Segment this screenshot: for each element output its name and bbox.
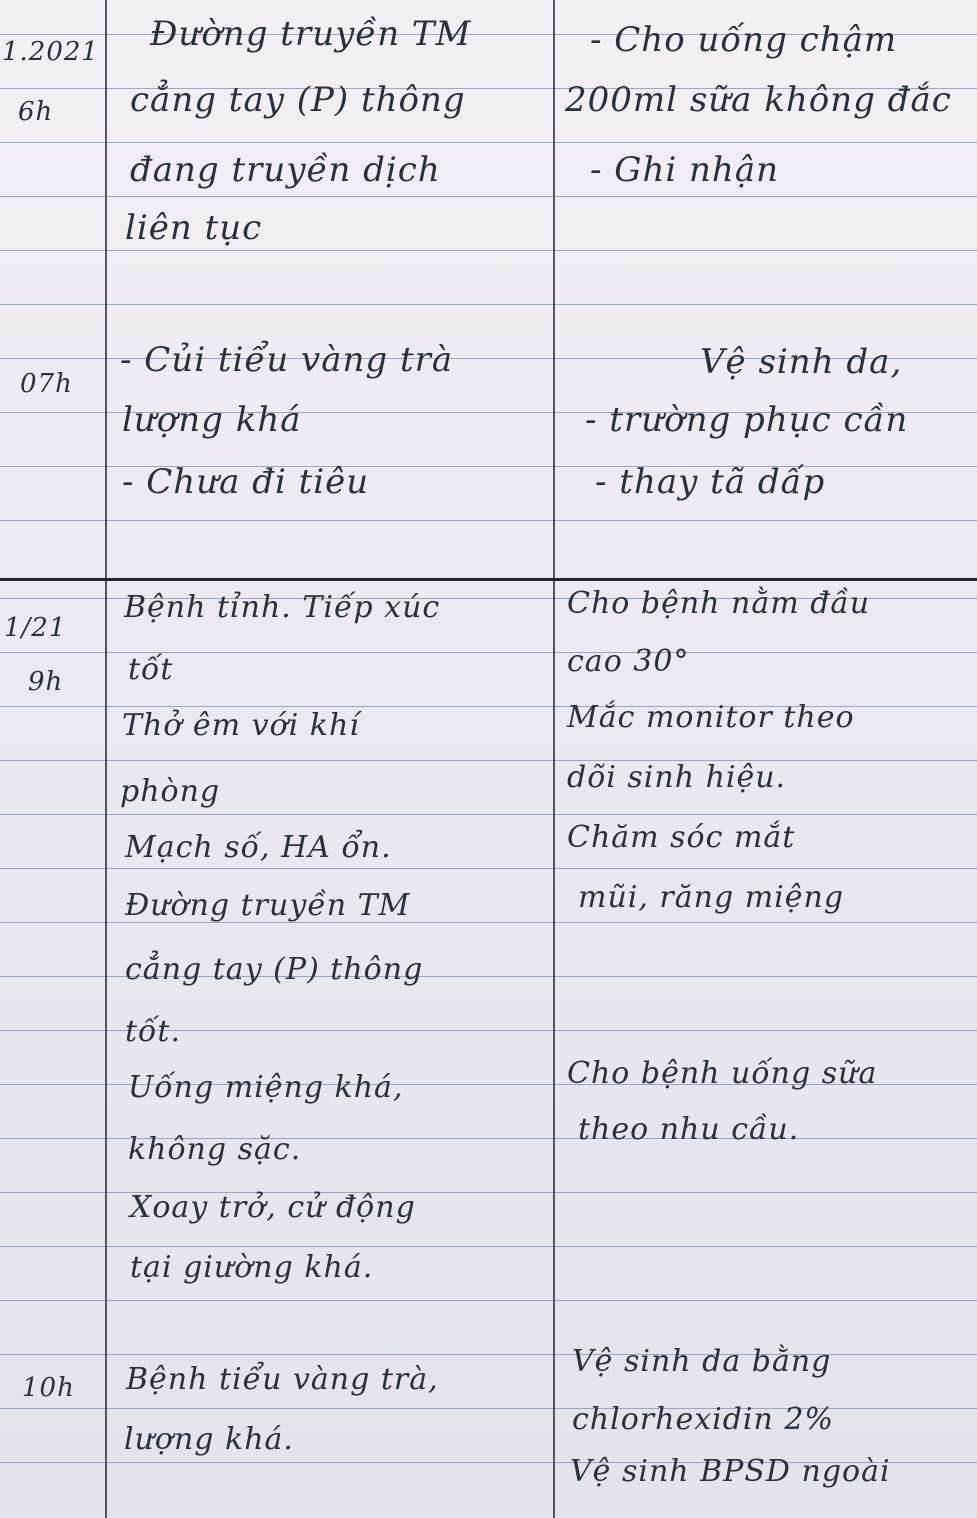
observation-line: không sặc.: [128, 1132, 302, 1167]
ruled-line: [0, 814, 977, 815]
observation-line: Bệnh tiểu vàng trà,: [126, 1362, 439, 1397]
ruled-line: [0, 304, 977, 305]
action-line: - trường phục cần: [585, 400, 909, 440]
ruled-line: [0, 1300, 977, 1301]
ruled-line: [0, 250, 977, 251]
observation-line: phòng: [120, 774, 221, 809]
observation-line: - Củi tiểu vàng trà: [120, 340, 454, 380]
entry-time: 07h: [20, 369, 73, 399]
action-line: theo nhu cầu.: [578, 1112, 800, 1147]
action-line: mũi, răng miệng: [578, 880, 845, 915]
action-line: cao 30°: [567, 644, 690, 679]
entry-time: 1.2021: [2, 37, 99, 67]
observation-line: Uống miệng khá,: [128, 1070, 404, 1105]
column-divider-action: [553, 0, 555, 1518]
action-line: Vệ sinh da bằng: [572, 1344, 832, 1379]
observation-line: cẳng tay (P) thông: [130, 80, 466, 120]
entry-time: 1/21: [4, 613, 67, 643]
observation-line: cẳng tay (P) thông: [125, 952, 424, 987]
observation-line: lượng khá: [122, 400, 302, 440]
ruled-line: [0, 196, 977, 197]
entry-time: 9h: [28, 667, 64, 697]
observation-line: tốt.: [125, 1014, 182, 1049]
ruled-line: [0, 520, 977, 521]
observation-line: tốt: [128, 652, 174, 687]
observation-line: Xoay trở, cử động: [130, 1190, 416, 1225]
observation-line: Bệnh tỉnh. Tiếp xúc: [124, 590, 441, 625]
action-line: Vệ sinh BPSD ngoài: [570, 1454, 891, 1489]
action-line: Cho bệnh uống sữa: [567, 1056, 878, 1091]
action-line: - thay tã dấp: [595, 462, 826, 502]
ruled-line: [0, 760, 977, 761]
observation-line: Đường truyền TM: [150, 14, 472, 54]
observation-line: Thở êm với khí: [122, 708, 360, 743]
action-line: chlorhexidin 2%: [572, 1402, 834, 1437]
action-line: Mắc monitor theo: [567, 700, 855, 735]
action-line: Chăm sóc mắt: [567, 820, 796, 855]
observation-line: - Chưa đi tiêu: [122, 462, 370, 502]
entry-time: 10h: [22, 1373, 75, 1403]
observation-line: đang truyền dịch: [130, 150, 441, 190]
observation-line: Đường truyền TM: [125, 888, 411, 923]
action-line: 200ml sữa không đắc: [565, 80, 952, 120]
entry-time: 6h: [18, 97, 54, 127]
observation-line: lượng khá.: [124, 1422, 294, 1457]
entry-separator: [0, 578, 977, 581]
observation-line: tại giường khá.: [130, 1250, 374, 1285]
action-line: Cho bệnh nằm đầu: [567, 586, 871, 621]
observation-line: liên tục: [125, 208, 263, 248]
ruled-line: [0, 142, 977, 143]
action-line: dõi sinh hiệu.: [567, 760, 787, 795]
action-line: - Ghi nhận: [590, 150, 779, 190]
action-line: Vệ sinh da,: [700, 342, 903, 382]
action-line: - Cho uống chậm: [590, 20, 898, 60]
observation-line: Mạch số, HA ổn.: [125, 830, 392, 865]
column-divider-time: [105, 0, 107, 1518]
